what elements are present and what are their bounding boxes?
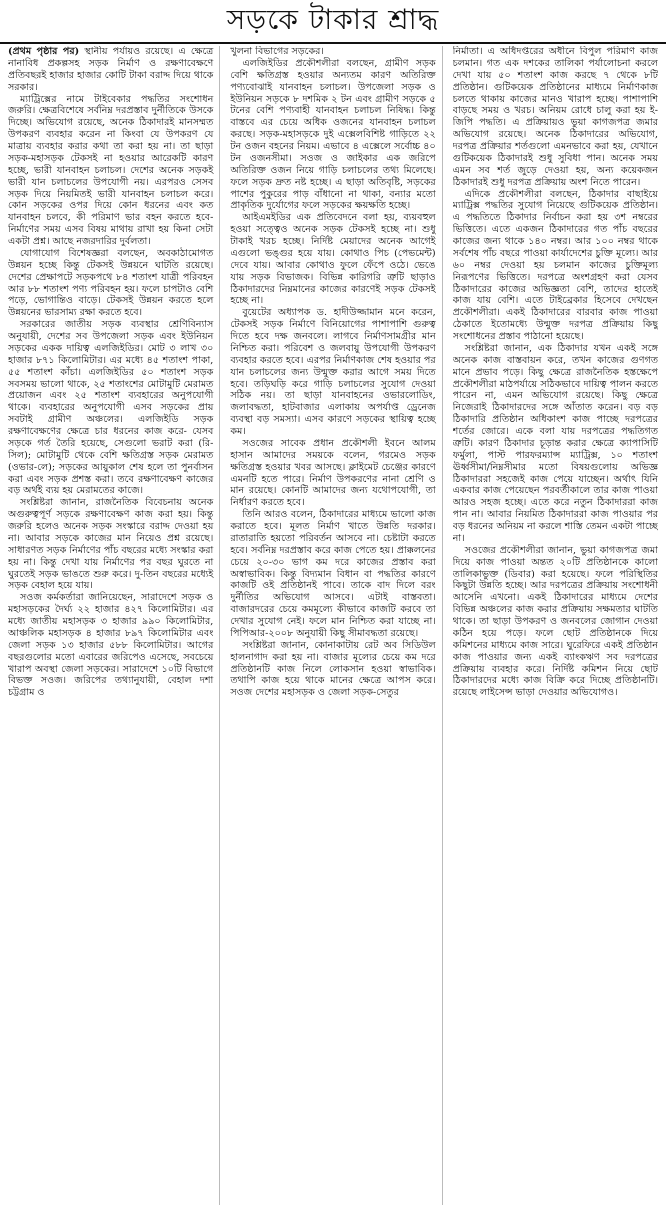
paragraph-text: স্থানীয় পর্যায়ও রয়েছে। এ ক্ষেত্রে নানাবিধ প্রকল্পসহ সড়ক নির্মাণ ও রক্ষণাবেক্ষণে প্রতিবছরই হাজার হাজার কোটি টাকা বরাদ্দ দিয়ে থাকে সরকার। xyxy=(8,46,214,93)
paragraph: তিনি আরও বলেন, ঠিকাদারের মাধ্যমে ভালো কাজ করাতে হবে। মূলত নির্মাণ খাতে উন্নতি দরকার। রাতারাতি হয়তো পরিবর্তন আসবে না। চেষ্টাটা করতে হবে। সর্বনিম্ন দরপ্রস্তাব করে কাজ পেতে হয়। প্রাক্কলনের চেয়ে ২০-৩০ ভাগ কম দরে কাজের প্রস্তাব করা অস্বাভাবিক। কিন্তু বিদ্যমান বিধান বা পদ্ধতির কারণে কাজটি ওই প্রতিষ্ঠানই পাবে। তাকে বাদ দিলে বরং দুর্নীতির অভিযোগ আসবে। এটাই বাস্তবতা। বাজারদরের চেয়ে কমমূল্যে কীভাবে কাজটি করবে তা দেখার সুযোগ নেই। ফলে মান নিশ্চিত করা যাচ্ছে না। পিপিআর-২০০৮ অনুযায়ী কিছু সীমাবদ্ধতা রয়েছে। xyxy=(230,509,436,639)
paragraph xyxy=(8,46,213,94)
paragraph: এলজিইডির প্রকৌশলীরা বলছেন, গ্রামীণ সড়ক বেশি ক্ষতিগ্রস্ত হওয়ার অন্যতম কারণ অতিরিক্ত পণ্যবোঝাই যানবাহন চলাচল। উপজেলা সড়ক ও ইউনিয়ন সড়কে ৮ দশমিক ২ টন এবং গ্রামীণ সড়কে ৫ টনের বেশি পণ্যবাহী যানবাহন চলাচল নিষিদ্ধ। কিন্তু বাস্তবে এর চেয়ে অধিক ওজনের যানবাহন চলাচল করছে। সড়ক-মহাসড়কে দুই এক্সেলবিশিষ্ট গাড়িতে ২২ টন ওজন বহনের নিয়ম। এভাবে ৪ এক্সেলে সর্বোচ্চ ৪০ টন ওজনসীমা। সওজ ও জাইকার এক জরিপে অতিরিক্ত ওজন নিয়ে গাড়ি চলাচলের তথ্য মিলেছে। ফলে সড়ক দ্রুত নষ্ট হচ্ছে। এ ছাড়া অতিবৃষ্টি, সড়কের পাশের পুকুরের পাড় বাঁধানো না থাকা, বন্যার মতো প্রাকৃতিক দুর্যোগের ফলে সড়কের ক্ষয়ক্ষতি হচ্ছে। xyxy=(230,57,436,212)
paragraph: ম্যাট্রিক্সের নামে টাইবেকার পদ্ধতির সংশোধন জরুরি। ক্ষেত্রবিশেষে সর্বনিম্ন দরপ্রস্তাব দুর্নীতিকে উসকে দিচ্ছে। অভিযোগ রয়েছে, অনেক ঠিকাদারই মানসম্মত উপকরণ ব্যবহার করেন না কিংবা যে উপকরণ যে মাত্রায় ব্যবহার করার কথা তা করা হয় না। তা ছাড়া সড়ক-মহাসড়ক টেকসই না হওয়ার আরেকটি কারণ হচ্ছে, ভারী যানবাহন চলাচল। দেশের অনেক সড়কই ভারী যান চলাচলের উপযোগী নয়। এরপরও সেসব সড়ক দিয়ে নিয়মিতই ভারী যানবাহন চলাচল করে। কোন সড়কের ওপর দিয়ে কোন ধরনের এবং কত যানবাহন চলবে, কী পরিমাণ ভার বহন করতে হবে- নির্মাণের সময় এসব বিষয় মাথায় রাখা হয় কিনা সেটা একটা প্রশ্ন। আছে নজরদারির দুর্বলতা। xyxy=(8,93,214,247)
column-3 xyxy=(453,46,658,1205)
paragraph: সংশ্লিষ্টরা জানান, রাজনৈতিক বিবেচনায় অনেক অগুরুত্বপূর্ণ সড়কে রক্ষণাবেক্ষণ কাজ করা হয়। কিন্তু জরুরি হলেও অনেক সড়ক সংস্কারে বরাদ্দ দেওয়া হয় না। আবার সড়কে কাজের মান নিয়েও প্রশ্ন রয়েছে। সাধারণত সড়ক নির্মাণের পাঁচ বছরের মধ্যে সংস্কার করা হয় না। কিন্তু দেখা যায় নির্মাণের পর বছর ঘুরতে না ঘুরতেই সড়ক ভাঙতে শুরু করে। দু-তিন বছরের মধ্যেই সড়ক বেহাল হয়ে যায়। xyxy=(8,497,214,592)
paragraph: সংশ্লিষ্টরা জানান, কোনাকাটায় রেট অব সিডিউল হালনাগাদ করা হয় না। বাজার মূল্যের চেয়ে কম দরে প্রতিষ্ঠানটি কাজ নিলে লোকসান হওয়া স্বাভাবিক। তথাপি কাজ হয়ে থাকে মানের ক্ষেত্রে আপস করে। সওজ দেশের মহাসড়ক ও জেলা সড়ক-সেতুর xyxy=(230,639,436,699)
paragraph: সওজের সাবেক প্রধান প্রকৌশলী ইবনে আলম হাসান আমাদের সময়কে বলেন, গরমেও সড়ক ক্ষতিগ্রস্ত হওয়ার খবর আসছে। ক্লাইমেট চেঞ্জের কারণে এমনটি হতে পারে। নির্মাণ উপকরণের নানা শ্রেণি ও মান রয়েছে। কোনটি আমাদের জন্য যথোপযোগী, তা নির্ধারণ করতে হবে। xyxy=(230,437,436,509)
paragraph: সরকারের জাতীয় সড়ক ব্যবস্থার শ্রেণিবিন্যাস অনুযায়ী, দেশের সব উপজেলা সড়ক এবং ইউনিয়ন সড়কের একক দায়িত্ব এলজিইডির। মোট ৩ লাখ ৩০ হাজার ৮৭১ কিলোমিটার। এর মধ্যে ৪৫ শতাংশ পাকা, ৫৫ শতাংশ কাঁচা। এলজিইডির ৫০ শতাংশ সড়ক সবসময় ভালো থাকে, ২৫ শতাংশের মোটামুটি মেরামত প্রয়োজন এবং ২৫ শতাংশ ব্যবহারের অনুপযোগী থাকে। ব্যবহারের অনুপযোগী এসব সড়কের প্রায় সবটাই গ্রামীণ অঞ্চলের। এলজিইডি সড়ক রক্ষণাবেক্ষণের ক্ষেত্রে চার ধরনের কাজ করে- যেসব সড়কে গর্ত তৈরি হয়েছে, সেগুলো ভরাট করা (রি-সিল); মোটামুটি থেকে বেশি ক্ষতিগ্রস্ত সড়ক মেরামত (ওভার-লে); সড়কের আয়ুকাল শেষ হলে তা পুনর্বাসন করা এবং সড়ক প্রশস্ত করা। তবে রক্ষণাবেক্ষণ কাজের বড় অর্থই ব্যয় হয় মেরামতের কাজে। xyxy=(8,319,214,497)
headline: সড়কে টাকার শ্রাদ্ধ xyxy=(226,2,440,36)
paragraph: সওজের প্রকৌশলীরা জানান, ভুয়া কাগজপত্র জমা দিয়ে কাজ পাওয়া অন্তত ২০টি প্রতিষ্ঠানকে কালো তালিকাভুক্ত (ডিবার) করা হয়েছে। ফলে পরিস্থিতির কিছুটা উন্নতি হচ্ছে। আর দরপত্রের প্রক্রিয়ায় সংশোধনী আসেনি এখনো। একই ঠিকাদারের মাধ্যমে দেশের বিভিন্ন অঞ্চলের কাজ করার প্রক্রিয়ায় সক্ষমতার ঘাটতি থাকে। তা ছাড়া উপকরণ ও জনবলের জোগান দেওয়া কঠিন হয়ে পড়ে। ফলে ছোট প্রতিষ্ঠানকে দিয়ে কমিশনের মাধ্যমে কাজ সারে। ঘুরেফিরে একই প্রতিষ্ঠান কাজ পাওয়ার জন্য একই ব্যাংকঋণ সব দরপত্রের প্রক্রিয়ায় ব্যবহার করে। নির্দিষ্ট কমিশন নিয়ে ছোট ঠিকাদারদের মধ্যে কাজ বিক্রি করে দিচ্ছে প্রতিষ্ঠানটি। রয়েছে লাইসেন্স ভাড়া দেওয়ার অভিযোগও। xyxy=(452,544,658,699)
paragraph: খুলনা বিভাগের সড়কের। xyxy=(230,46,324,57)
paragraph: সংশ্লিষ্টরা জানান, এক ঠিকাদার যখন একই সঙ্গে অনেক কাজ বাস্তবায়ন করে, তখন কাজের গুণগত মানে প্রভাব পড়ে। কিছু ক্ষেত্রে রাজনৈতিক হস্তক্ষেপে প্রকৌশলীরা মাঠপর্যায়ে সঠিকভাবে দায়িত্ব পালন করতে পারেন না, এমন অভিযোগ রয়েছে। কিছু ক্ষেত্রে নিজেরাই ঠিকাদারদের সঙ্গে আঁতাত করেন। বড় বড় ঠিকাদারি প্রতিষ্ঠান অধিকাংশ কাজ পাচ্ছে দরপত্রের শর্তের জোরে। একে বলা যায় দরপত্রের পদ্ধতিগত ত্রুটি। কারণ ঠিকাদার চূড়ান্ত করার ক্ষেত্রে ক্যাপাসিটি ফর্মুলা, পাস্ট পারফরম্যান্স ম্যাট্রিক্স, ১০ শতাংশ ঊর্ধ্বসীমা/নিম্নসীমার মতো বিষয়গুলোয় অভিজ্ঞ ঠিকাদাররা সহজেই কাজ পেয়ে যাচ্ছেন। অর্থাৎ যিনি একবার কাজ পেয়েছেন পরবর্তীকালে তার কাজ পাওয়া আরও সহজ হচ্ছে। এতে করে নতুন ঠিকাদাররা কাজ পান না। আবার নিয়মিত ঠিকাদাররা কাজ পাওয়ার পর বড় ধরনের অনিয়ম না করলে শাস্তি তেমন একটা পাচ্ছে না। xyxy=(452,342,658,544)
paragraph: সওজ কর্মকর্তারা জানিয়েছেন, সারাদেশে সড়ক ও মহাসড়কের দৈর্ঘ্য ২২ হাজার ৪২৭ কিলোমিটার। এর মধ্যে জাতীয় মহাসড়ক ৩ হাজার ৯৯০ কিলোমিটার, আঞ্চলিক মহাসড়ক ৪ হাজার ৮৯৭ কিলোমিটার এবং জেলা সড়ক ১৩ হাজার ৫৮৮ কিলোমিটার। আগের বছরগুলোর মতো এবারের জরিপেও এসেছে, সবচেয়ে খারাপ অবস্থা জেলা সড়কের। সারাদেশে ১০টি বিভাগে বিভক্ত সওজ। জরিপের তথ্যানুযায়ী, বেহাল দশা চট্টগ্রাম ও xyxy=(8,592,214,699)
paragraph: বুয়েটের অধ্যাপক ড. হাদীউজ্জামান মনে করেন, টেকসই সড়ক নির্মাণে বিনিয়োগের পাশাপাশি গুরুত্ব দিতে হবে দক্ষ জনবলে। লাগবে নির্মাণসামগ্রীর মান নিশ্চিত করা। পরিবেশ ও জলবায়ু উপযোগী উপকরণ ব্যবহার করতে হবে। এরপর নির্মাণকাজ শেষ হওয়ার পর যান চলাচলের জন্য উন্মুক্ত করার আগে সময় দিতে হবে। তড়িঘড়ি করে গাড়ি চলাচলের সুযোগ দেওয়া সঠিক নয়। তা ছাড়া যানবাহনের ওভারলোডিং, জলাবদ্ধতা, হাটবাজার এলাকায় অপর্যাপ্ত ড্রেনেজ ব্যবস্থা বড় সমস্যা। এসব কারণে সড়কের স্থায়িত্ব হচ্ছে কম। xyxy=(230,307,436,437)
continuation-marker: (প্রথম পৃষ্ঠার পর) xyxy=(8,46,80,57)
paragraph: নির্মাতা। এ অধিদপ্তরের অধীনে বিপুল পরিমাণ কাজ চলমান। গত এক দশকের তালিকা পর্যালোচনা করলে দেখা যায় ৫০ শতাংশ কাজ করছে ৭ থেকে ৮টি প্রতিষ্ঠান। গুটিকয়েক প্রতিষ্ঠানের মাধ্যমে নির্মাণকাজ চলতে থাকায় কাজের মানও খারাপ হচ্ছে। পাশাপাশি বাড়ছে সময় ও খরচ। অনিয়ম রোধে চালু করা হয় ই-জিপি পদ্ধতি। এ প্রক্রিয়ায়ও ভুয়া কাগজপত্র জমার অভিযোগ রয়েছে। অনেক ঠিকাদারের অভিযোগ, দরপত্র প্রক্রিয়ার শর্তগুলো এমনভাবে করা হয়, যেখানে গুটিকয়েক ঠিকাদারই শুধু সুবিধা পান। অনেক সময় এমন সব শর্ত জুড়ে দেওয়া হয়, অন্য কয়েকজন ঠিকাদারই শুধু দরপত্র প্রক্রিয়ায় অংশ নিতে পারেন। xyxy=(452,46,658,188)
paragraph: এদিকে প্রকৌশলীরা বলছেন, ঠিকাদার বাছাইয়ে ম্যাট্রিক্স পদ্ধতির সুযোগ নিয়েছে গুটিকয়েক প্রতিষ্ঠান। এ পদ্ধতিতে ঠিকাদার নির্বাচন করা হয় ৩শ নম্বরের ভিত্তিতে। এতে একজন ঠিকাদারের গত পাঁচ বছরের কাজের জন্য থাকে ১৪০ নম্বর। আর ১০০ নম্বর থাকে সর্বশেষ পাঁচ বছরে পাওয়া কার্যাদেশের চুক্তি মূল্যে। আর ৬০ নম্বর দেওয়া হয় চলমান কাজের চুক্তিমূল্য নিরূপণের ভিত্তিতে। দরপত্রে অংশগ্রহণ করা যেসব ঠিকাদারের কাজের অভিজ্ঞতা বেশি, তাদের হাতেই কাজ যায় বেশি। এতে টাইব্রেকার হিসেবে দেখছেন প্রকৌশলীরা। একই ঠিকাদারের বারবার কাজ পাওয়া ঠেকাতে ইতোমধ্যে উন্মুক্ত দরপত্র প্রক্রিয়ায় কিছু সংশোধনের প্রস্তাব পাঠানো হয়েছে। xyxy=(452,188,658,342)
column-1 xyxy=(8,46,220,1205)
column-2 xyxy=(230,46,442,1205)
article-columns xyxy=(8,46,658,1205)
headline-bar xyxy=(0,0,666,44)
paragraph: যোগাযোগ বিশেষজ্ঞরা বলছেন, অবকাঠামোগত উন্নয়ন হচ্ছে কিন্তু টেকসই উন্নয়নে ঘাটতি রয়েছে। দেশের প্রেক্ষাপটে সড়কপথে ৮৪ শতাংশ যাত্রী পরিবহন আর ৮৮ শতাংশ পণ্য পরিবহন হয়। ফলে চাপটাও বেশি পড়ে, ভোগান্তিও বাড়ে। টেকসই উন্নয়ন করতে হলে উন্নয়নের ভারসাম্য রক্ষা করতে হবে। xyxy=(8,247,214,319)
paragraph: আইএমইডির এক প্রতিবেদনে বলা হয়, ব্যয়বহুল হওয়া সত্ত্বেও অনেক সড়ক টেকসই হচ্ছে না। শুধু টাকাই খরচ হচ্ছে। নির্দিষ্ট মেয়াদের অনেক আগেই এগুলো ভঙ্গুর হয়ে যায়। কোথাও পিচ (পেভমেন্ট) দেবে যায়। আবার কোথাও ফুলে ফেঁপে ওঠে। ভেঙে যায় সড়ক বিভাজক। বিভিন্ন কারিগরি ত্রুটি ছাড়াও ঠিকাদারদের নিম্নমানের কাজের কারণেই সড়ক টেকসই হচ্ছে না। xyxy=(230,212,436,307)
